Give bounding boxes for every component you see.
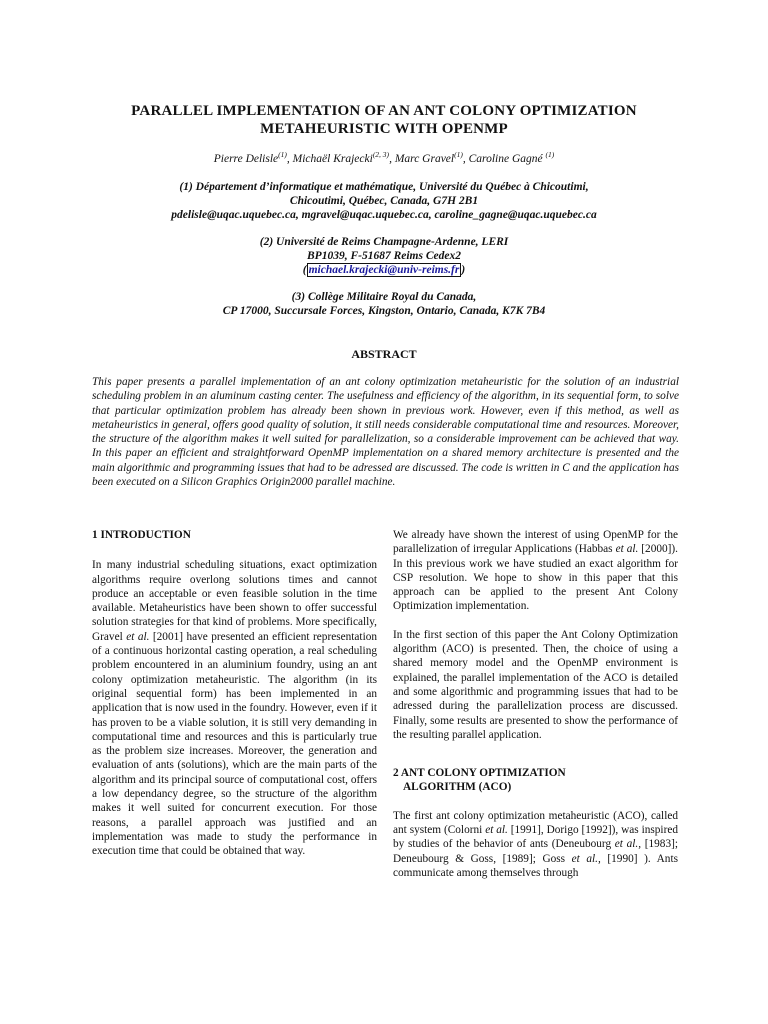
right-column: [393, 528, 678, 880]
affiliation-2-line-1: (2) Université de Reims Champagne-Ardenne, LERI: [259, 236, 509, 248]
paren-open: (: [302, 264, 307, 276]
author-2-affil: (2, 3): [372, 150, 390, 159]
left-column: [92, 528, 377, 859]
paren-close: ): [461, 264, 466, 276]
author-3: , Marc Gravel: [389, 152, 455, 165]
affiliation-1-emails: pdelisle@uqac.uquebec.ca, mgravel@uqac.uquebec.ca, caroline_gagne@uqac.uquebec.ca: [171, 209, 597, 221]
paper-title: [60, 102, 708, 138]
author-1: Pierre Delisle: [213, 152, 279, 165]
affiliation-1: [60, 180, 708, 222]
affiliation-1-line-2: Chicoutimi, Québec, Canada, G7H 2B1: [289, 195, 479, 207]
author-2: , Michaël Krajecki: [286, 152, 373, 165]
intro-paragraph: In many industrial scheduling situations, exact optimization algorithms require overlong solutions times and cannot produce an acceptable or even feasible solution in the time available. Metaheuristics have been shown to offer successful solution strategies for that kind of problems. More specifically, Gravel et al. [2001] have presented an efficient representation of a continuous horizontal casting operation, a real scheduling problem encountered in an aluminium foundry, using an ant colony optimization metaheuristic. The algorithm (in its original sequential form) has been implemented in an application that is now used in the foundry. However, even if it has proven to be a viable solution, it is still very demanding in computational time and resources and this is particularly true as the problem size increases. Moreover, the generation and evaluation of ants (solutions), which are the main parts of the algorithm and its principal source of computational cost, offers a low dependancy degree, so the structure of the algorithm makes it well suited for concurrent execution. For those reasons, a parallel approach was justified and an implementation was made to study the performance in execution time that could be obtained that way.: [92, 559, 378, 858]
right-paragraph-1: We already have shown the interest of using OpenMP for the parallelization of irregular Applications (Habbas et al. [2000]). In this previous work we have studied an exact algorithm for CSP resolution. We hope to show in this paper that this approach can be applied to the present Ant Colony Optimization implementation.: [393, 529, 678, 613]
affiliation-3-line-2: CP 17000, Succursale Forces, Kingston, Ontario, Canada, K7K 7B4: [222, 305, 546, 317]
affiliation-2-line-2: BP1039, F-51687 Reims Cedex2: [307, 250, 461, 262]
section-2-heading: 2 ANT COLONY OPTIMIZATION ALGORITHM (ACO): [393, 767, 566, 794]
author-4-affil: (1): [545, 150, 555, 159]
author-list: [60, 148, 708, 166]
affiliation-1-line-1: (1) Département d’informatique et mathématique, Université du Québec à Chicoutimi,: [179, 181, 589, 193]
author-4: , Caroline Gagné: [462, 152, 546, 165]
author-1-affil: (1): [278, 150, 287, 159]
section-1-heading: 1 INTRODUCTION: [92, 529, 191, 541]
right-paragraph-3: The first ant colony optimization metaheuristic (ACO), called ant system (Colorni et al. [1991], Dorigo [1992]), was inspired by studies of the behavior of ants (Deneubourg et al., [1983]; Deneubourg & Goss, [1989]; Goss et al., [1990] ). Ants communicate among themselves through: [393, 809, 678, 879]
title-line-2: METAHEURISTIC WITH OPENMP: [260, 121, 508, 137]
right-paragraph-2: In the first section of this paper the Ant Colony Optimization algorithm (ACO) is presented. Then, the choice of using a shared memory model and the OpenMP environment is explained, the parallel implementation of the ACO is detailed and some algorithmic and programming issues that had to be adressed during the parallelization process are discussed. Finally, some results are presented to show the performance of the resulting parallel application.: [393, 628, 678, 741]
author-3-affil: (1): [454, 150, 463, 159]
affiliation-3-line-1: (3) Collège Militaire Royal du Canada,: [291, 291, 477, 303]
affiliation-2: [60, 235, 708, 277]
affiliation-3: [60, 290, 708, 318]
abstract-text: This paper presents a parallel implementation of an ant colony optimization metaheuristic for the solution of an industrial scheduling problem in an aluminum casting center. The usefulness and efficiency of the algorithm, in its sequential form, to solve that particular optimization problem has already been shown in previous work. However, even if this method, as well as metaheuristics in general, offers good quality of solution, it still needs considerable computational time and resources. Moreover, the structure of the algorithm makes it well suited for parallelization, so a considerable improvement can be achieved that way. In this paper an efficient and straightforward OpenMP implementation on a shared memory architecture is presented and the main algorithmic and programming issues that had to be adressed are discussed. The code is written in C and the application has been executed on a Silicon Graphics Origin2000 parallel machine.: [92, 376, 679, 489]
affiliation-2-email-line: [60, 263, 708, 277]
abstract-heading: ABSTRACT: [351, 347, 417, 361]
title-line-1: PARALLEL IMPLEMENTATION OF AN ANT COLONY OPTIMIZATION: [131, 103, 637, 119]
email-link[interactable]: michael.krajecki@univ-reims.fr: [308, 264, 460, 276]
